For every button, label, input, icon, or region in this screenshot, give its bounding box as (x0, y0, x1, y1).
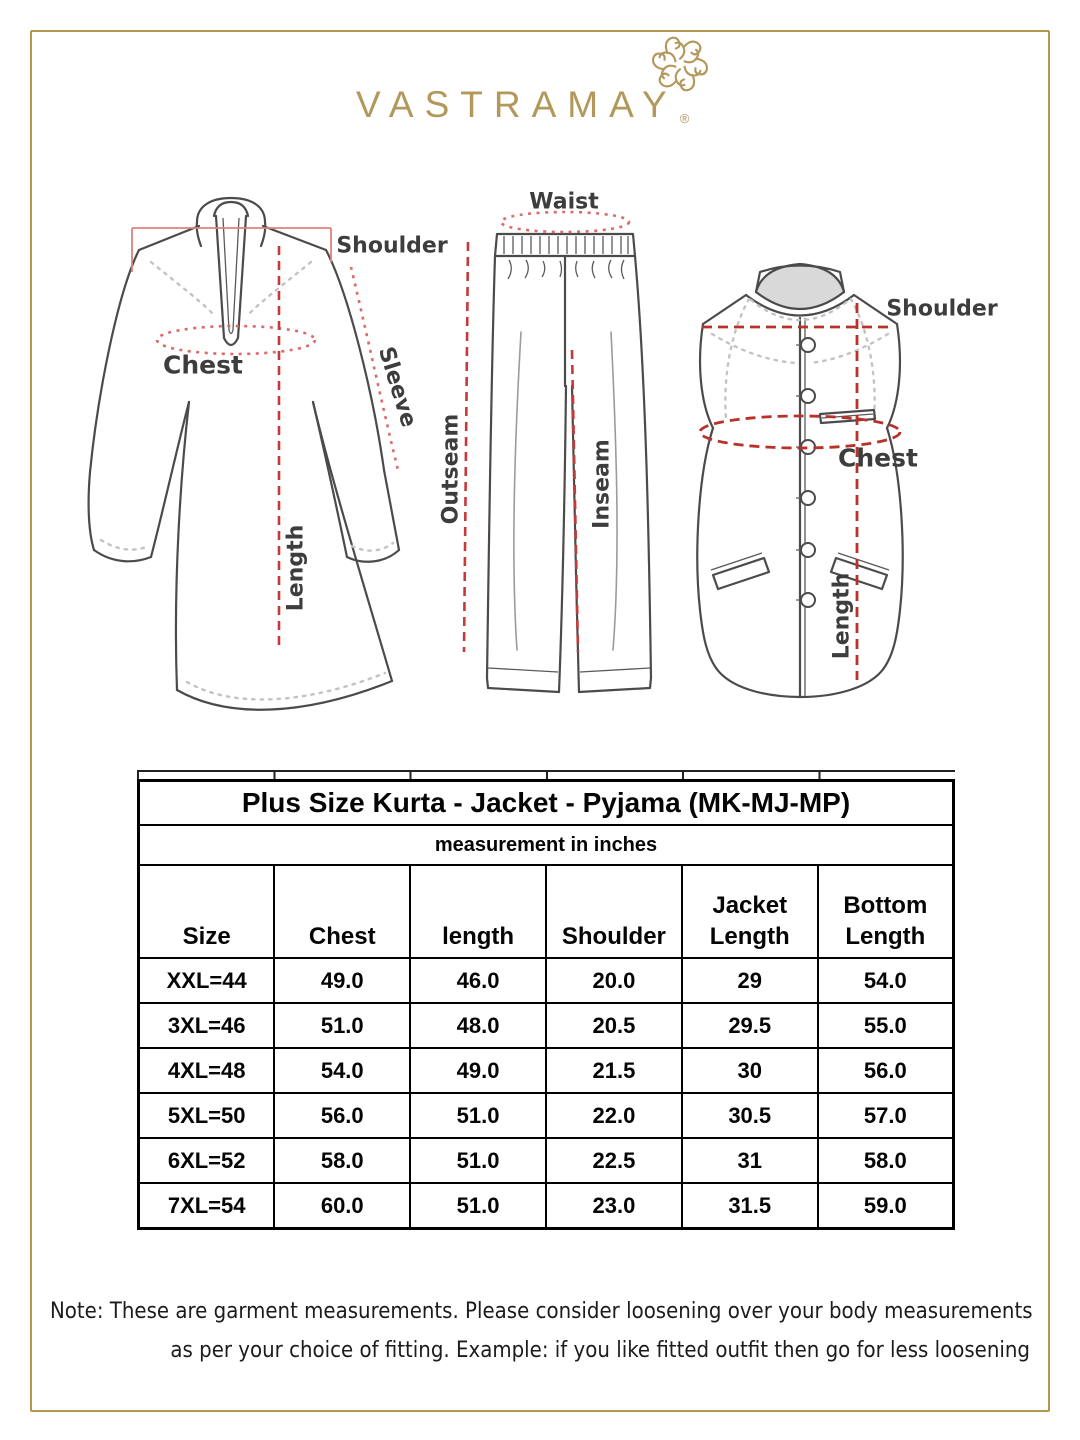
brand-logo (356, 84, 689, 126)
jacket-buttons (796, 338, 815, 607)
value-cell: 22.5 (546, 1138, 682, 1183)
value-cell: 29.5 (682, 1003, 818, 1048)
value-cell: 56.0 (274, 1093, 410, 1138)
size-cell: 7XL=54 (139, 1183, 275, 1229)
column-header: Jacket Length (682, 865, 818, 958)
table-title: Plus Size Kurta - Jacket - Pyjama (MK-MJ-MP) (139, 781, 954, 826)
jacket-chest-label: Chest (838, 443, 918, 473)
jacket-shoulder-label: Shoulder (886, 296, 998, 322)
value-cell: 31.5 (682, 1183, 818, 1229)
value-cell: 58.0 (818, 1138, 954, 1183)
pyjama-outseam-label: Outseam (438, 413, 464, 525)
value-cell: 54.0 (274, 1048, 410, 1093)
kurta-chest-label: Chest (163, 350, 243, 380)
value-cell: 51.0 (410, 1183, 546, 1229)
value-cell: 49.0 (274, 958, 410, 1003)
table-subtitle: measurement in inches (139, 825, 954, 865)
value-cell: 51.0 (274, 1003, 410, 1048)
value-cell: 29 (682, 958, 818, 1003)
value-cell: 60.0 (274, 1183, 410, 1229)
note-line-1: Note: These are garment measurements. Please consider loosening over your body measurements (50, 1299, 1033, 1324)
kurta-drawing (89, 198, 399, 710)
value-cell: 21.5 (546, 1048, 682, 1093)
table-row (139, 1048, 954, 1093)
waist-measure-ellipse (501, 212, 629, 232)
pyjama-inseam-label: Inseam (589, 439, 615, 529)
value-cell: 31 (682, 1138, 818, 1183)
kurta-sleeve-label: Sleeve (372, 343, 422, 431)
jacket-length-label: Length (829, 572, 855, 660)
size-table-rows (139, 958, 954, 1229)
column-header: length (410, 865, 546, 958)
value-cell: 51.0 (410, 1138, 546, 1183)
size-cell: 3XL=46 (139, 1003, 275, 1048)
value-cell: 49.0 (410, 1048, 546, 1093)
value-cell: 56.0 (818, 1048, 954, 1093)
registered-mark-icon: ® (679, 111, 690, 126)
inseam-measure-line (572, 350, 578, 652)
value-cell: 55.0 (818, 1003, 954, 1048)
value-cell: 48.0 (410, 1003, 546, 1048)
table-row (139, 1003, 954, 1048)
size-table-columns (139, 865, 954, 958)
value-cell: 30.5 (682, 1093, 818, 1138)
value-cell: 20.0 (546, 958, 682, 1003)
table-row (139, 958, 954, 1003)
size-chart-table (137, 779, 955, 1230)
value-cell: 59.0 (818, 1183, 954, 1229)
table-row (139, 1093, 954, 1138)
outseam-measure-line (464, 242, 468, 652)
pyjama-drawing (464, 212, 651, 692)
size-cell: 4XL=48 (139, 1048, 275, 1093)
value-cell: 51.0 (410, 1093, 546, 1138)
kurta-length-label: Length (283, 524, 309, 612)
column-header: Shoulder (546, 865, 682, 958)
jacket-drawing (697, 264, 902, 697)
value-cell: 20.5 (546, 1003, 682, 1048)
value-cell: 22.0 (546, 1093, 682, 1138)
size-cell: 6XL=52 (139, 1138, 275, 1183)
note-line-2: as per your choice of fitting. Example: if you like fitted outfit then go for less loosening (170, 1338, 1030, 1363)
value-cell: 23.0 (546, 1183, 682, 1229)
table-row (139, 1138, 954, 1183)
shoulder-measure-line (132, 228, 331, 272)
pyjama-waist-label: Waist (529, 189, 599, 215)
column-header: Chest (274, 865, 410, 958)
size-cell: XXL=44 (139, 958, 275, 1003)
value-cell: 46.0 (410, 958, 546, 1003)
value-cell: 58.0 (274, 1138, 410, 1183)
size-cell: 5XL=50 (139, 1093, 275, 1138)
column-header: Bottom Length (818, 865, 954, 958)
column-header: Size (139, 865, 275, 958)
value-cell: 54.0 (818, 958, 954, 1003)
table-row (139, 1183, 954, 1229)
note (50, 1292, 1033, 1370)
value-cell: 57.0 (818, 1093, 954, 1138)
value-cell: 30 (682, 1048, 818, 1093)
kurta-shoulder-label: Shoulder (336, 233, 448, 259)
brand-name: VASTRAMAY (356, 84, 678, 125)
